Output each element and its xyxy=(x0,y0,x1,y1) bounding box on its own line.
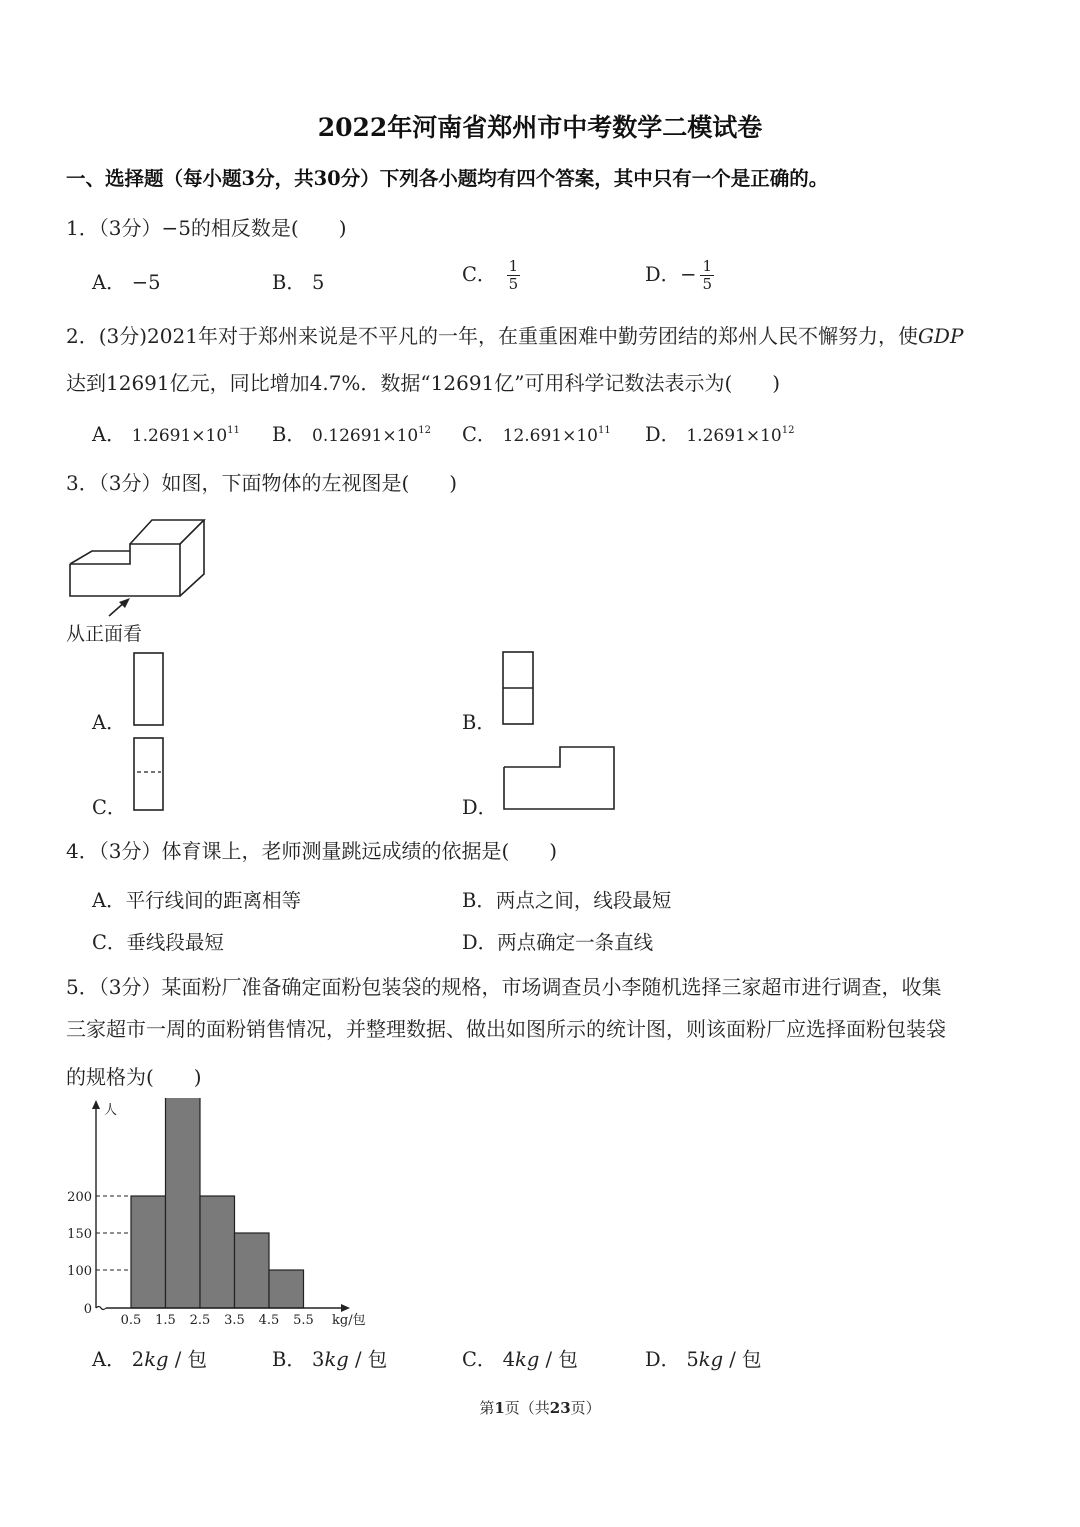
y-tick-label: 150 xyxy=(67,1227,92,1242)
x-tick-label: 3.5 xyxy=(224,1313,245,1328)
fraction: $\frac{1}{5}$ xyxy=(508,257,519,293)
axis-break-icon xyxy=(96,1307,106,1310)
histogram-bar xyxy=(131,1196,166,1308)
question-3-stem: 3．（3分）如图，下面物体的左视图是( ) xyxy=(66,471,458,495)
x-axis-label: kg/包 xyxy=(332,1313,366,1328)
x-tick-label: 1.5 xyxy=(155,1313,176,1328)
q3-option-a-figure[interactable] xyxy=(132,651,166,727)
y-tick-label: 200 xyxy=(67,1190,92,1205)
figure-caption: 从正面看 xyxy=(66,623,143,645)
question-5-line-2: 三家超市一周的面粉销售情况，并整理数据、做出如图所示的统计图，则该面粉厂应选择面粉包装袋 xyxy=(66,1017,946,1041)
q1-option-b[interactable]: B． 5 xyxy=(272,271,325,294)
q5-option-a[interactable]: A． 2kg / 包 xyxy=(92,1348,207,1371)
x-axis-arrow-icon xyxy=(341,1304,350,1312)
q4-option-a[interactable]: A．平行线间的距离相等 xyxy=(92,889,302,912)
q3-option-b-figure[interactable] xyxy=(501,650,537,728)
x-tick-label: 5.5 xyxy=(293,1313,314,1328)
q3-d-stepped-outline xyxy=(504,747,614,809)
q5-option-d[interactable]: D． 5kg / 包 xyxy=(645,1348,762,1371)
q3-c-rect xyxy=(134,738,163,810)
q3-option-a-label[interactable]: A． xyxy=(92,711,126,734)
q3-a-rect xyxy=(134,653,163,725)
q2-option-d[interactable]: D． $1.2691\times 10^{12}$ xyxy=(645,423,795,446)
y-axis-arrow-icon xyxy=(92,1100,100,1109)
x-tick-label: 2.5 xyxy=(189,1313,211,1328)
histogram-bar xyxy=(269,1270,304,1308)
page-footer: 第1页（共23页） xyxy=(479,1399,601,1417)
view-arrow-icon xyxy=(106,596,134,618)
q1-option-d[interactable]: D．− $\frac{1}{5}$ xyxy=(645,257,713,293)
q3-option-c-label[interactable]: C． xyxy=(92,796,127,819)
x-tick-label: 0.5 xyxy=(120,1313,142,1328)
solid-top-lower xyxy=(70,551,130,564)
solid-top-upper xyxy=(130,520,204,544)
question-2-line-2: 达到12691亿元，同比增加4.7%．数据“12691亿”可用科学记数法表示为( ) xyxy=(66,371,781,395)
page-title: 2022年河南省郑州市中考数学二模试卷 xyxy=(317,113,763,142)
y-tick-label: 100 xyxy=(67,1264,92,1279)
y-axis-label: 人 xyxy=(104,1103,118,1118)
question-4-stem: 4．（3分）体育课上，老师测量跳远成绩的依据是( ) xyxy=(66,839,558,863)
stepped-solid-figure xyxy=(62,512,222,604)
q4-option-d[interactable]: D．两点确定一条直线 xyxy=(462,931,654,954)
question-5-line-3: 的规格为( ) xyxy=(66,1065,202,1089)
q3-option-c-figure[interactable] xyxy=(132,736,166,812)
y-tick-label: 0 xyxy=(83,1302,92,1317)
histogram-bar xyxy=(235,1233,270,1308)
section-heading: 一、选择题（每小题3分，共30分）下列各小题均有四个答案，其中只有一个是正确的。 xyxy=(66,167,829,190)
q2-option-a[interactable]: A． $1.2691\times 10^{11}$ xyxy=(92,423,240,446)
q4-option-c[interactable]: C．垂线段最短 xyxy=(92,931,224,954)
q2-option-c[interactable]: C． $12.691\times 10^{11}$ xyxy=(462,423,611,446)
x-tick-label: 4.5 xyxy=(258,1313,280,1328)
q3-option-d-figure[interactable] xyxy=(502,745,618,813)
q1-option-c[interactable]: C． $\frac{1}{5}$ xyxy=(462,257,519,293)
histogram-bar xyxy=(200,1196,235,1308)
question-2-line-1: 2．(3分)2021年对于郑州来说是不平凡的一年，在重重困难中勤劳团结的郑州人民不懈努力，使GDP xyxy=(66,324,964,348)
q3-option-b-label[interactable]: B． xyxy=(462,711,496,734)
q5-option-c[interactable]: C． 4kg / 包 xyxy=(462,1348,578,1371)
q5-option-b[interactable]: B． 3kg / 包 xyxy=(272,1348,388,1371)
question-1-stem: 1．（3分）−5的相反数是( ) xyxy=(66,216,347,240)
q3-option-d-label[interactable]: D． xyxy=(462,796,498,819)
q4-option-b[interactable]: B．两点之间，线段最短 xyxy=(462,889,672,912)
question-5-line-1: 5．（3分）某面粉厂准备确定面粉包装袋的规格，市场调查员小李随机选择三家超市进行调查，收集 xyxy=(66,975,942,999)
fraction: $\frac{1}{5}$ xyxy=(702,257,713,293)
flour-sales-histogram xyxy=(60,1098,380,1334)
q1-option-a[interactable]: A． −5 xyxy=(92,271,161,294)
q2-option-b[interactable]: B． $0.12691\times 10^{12}$ xyxy=(272,423,431,446)
histogram-bar xyxy=(166,1098,201,1308)
